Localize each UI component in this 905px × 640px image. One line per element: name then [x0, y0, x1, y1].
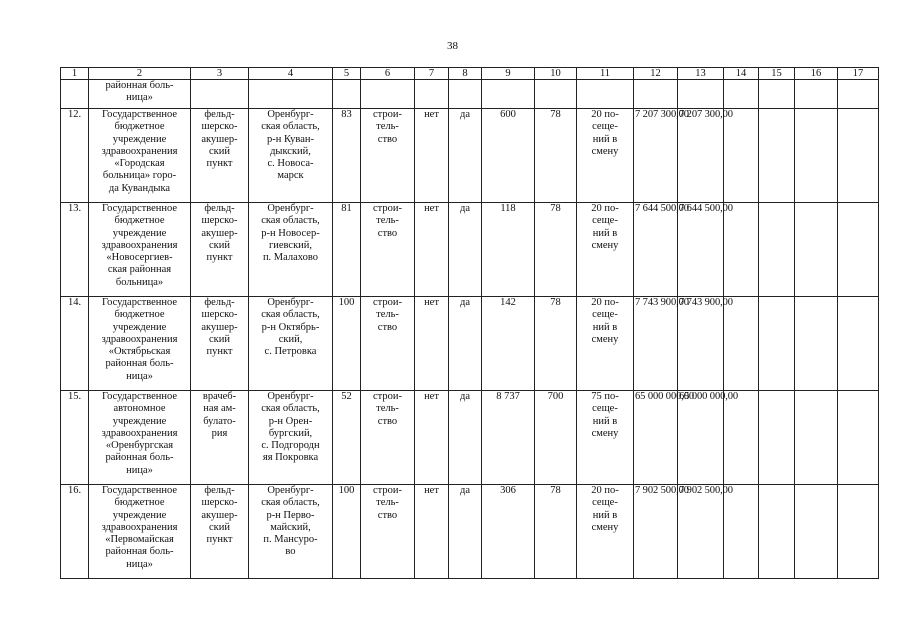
cell-line: Государственное [101, 203, 178, 214]
cell-col-11 [577, 203, 634, 297]
cell-line: сеще- [592, 309, 618, 321]
cell-line: 20 по- [591, 297, 619, 308]
cell-line: учреждение [112, 133, 167, 145]
row-number: 15. [61, 391, 89, 485]
cell-line: ская область, [261, 497, 320, 509]
cell-line: Государственное [101, 109, 178, 120]
cell-line: да Кувандыка [108, 182, 171, 194]
cell-line: здравоохранения [101, 145, 178, 157]
organization-cell [89, 297, 191, 391]
cell-col-16 [795, 203, 838, 297]
table-row [61, 203, 879, 297]
cell-col-14 [724, 297, 759, 391]
cell-line: ский, [278, 333, 303, 345]
cell-col-17 [838, 109, 879, 203]
cell-col-15 [759, 297, 795, 391]
cell-line: строи- [373, 203, 402, 214]
cell-line: р-н Куван- [266, 133, 315, 145]
cell-line: врачеб- [202, 391, 237, 402]
cell-line: ство [377, 227, 398, 239]
cell-line: майский, [270, 521, 311, 533]
cell-col-7: нет [415, 203, 449, 297]
cell-line: фельд- [204, 109, 235, 120]
cell-line: булато- [203, 415, 236, 427]
header-cell-6: 6 [361, 68, 415, 80]
header-cell-11: 11 [577, 68, 634, 80]
cell-col-5: 52 [333, 391, 361, 485]
cell-line: акушер- [201, 133, 238, 145]
cell-line: районная боль- [105, 546, 174, 558]
cell-line: ная ам- [203, 403, 236, 415]
cell-col-17 [838, 485, 879, 579]
cell-line: ская область, [261, 121, 320, 133]
cell-col-6 [361, 109, 415, 203]
organization-cell [89, 391, 191, 485]
cell-line: здравоохранения [101, 521, 178, 533]
facility-type-cell [191, 391, 249, 485]
cell-col-12: 7 644 500,00 [634, 203, 678, 297]
cell-line: ница» [126, 370, 153, 382]
cell-line: Оренбург- [267, 109, 314, 120]
cell-col-14 [724, 203, 759, 297]
cell-line: 20 по- [591, 109, 619, 120]
cell-col-16 [795, 297, 838, 391]
cell-col-6 [361, 297, 415, 391]
cell-col-9: 118 [482, 203, 535, 297]
facility-type-cell [191, 203, 249, 297]
cell-line: с. Новоса- [267, 158, 314, 170]
address-cell [249, 297, 333, 391]
cell-col-11 [577, 391, 634, 485]
cell-line: пункт [206, 158, 233, 170]
address-cell [249, 109, 333, 203]
header-cell-7: 7 [415, 68, 449, 80]
cell-line: шерско- [201, 497, 238, 509]
cell-col-13: 65 000 000,00 [678, 391, 724, 485]
cell-line: шерско- [201, 309, 238, 321]
cell-line: р-н Новосер- [261, 227, 320, 239]
cell-line: «Новосергиев- [106, 252, 173, 264]
cell-col-9: 306 [482, 485, 535, 579]
cell-line: тель- [376, 121, 399, 133]
cell-line: п. Малахово [262, 252, 319, 264]
cell-line: ница» [126, 464, 153, 476]
cell-col-10: 700 [535, 391, 577, 485]
cell-line: смену [591, 145, 619, 157]
cell-col-9: 142 [482, 297, 535, 391]
cell-line: акушер- [201, 227, 238, 239]
cell-line: 20 по- [591, 485, 619, 496]
cell-col-8: да [449, 485, 482, 579]
header-cell-12: 12 [634, 68, 678, 80]
cell-col-12 [634, 80, 678, 109]
cell-line: тель- [376, 215, 399, 227]
cell-col-15 [759, 203, 795, 297]
cell-col-8: да [449, 391, 482, 485]
cell-line: учреждение [112, 321, 167, 333]
cell-line: пункт [206, 252, 233, 264]
cell-line: учреждение [112, 509, 167, 521]
cell-line: бюджетное [114, 215, 165, 227]
cell-line: здравоохранения [101, 333, 178, 345]
cell-col-6 [361, 391, 415, 485]
cell-col-15 [759, 109, 795, 203]
cell-line: тель- [376, 309, 399, 321]
cell-col-10: 78 [535, 203, 577, 297]
cell-line: Государственное [101, 391, 178, 402]
address-cell [249, 391, 333, 485]
cell-line: дыкский, [270, 145, 311, 157]
cell-line: фельд- [204, 485, 235, 496]
continuation-row [61, 80, 879, 109]
cell-line: ница» [126, 558, 153, 570]
header-cell-3: 3 [191, 68, 249, 80]
cell-col-7: нет [415, 485, 449, 579]
cell-line: яя Покровка [262, 452, 319, 464]
cell-col-14 [724, 485, 759, 579]
cell-line: учреждение [112, 227, 167, 239]
cell-col-12: 65 000 000,00 [634, 391, 678, 485]
cell-line: 20 по- [591, 203, 619, 214]
cell-line: ская область, [261, 215, 320, 227]
cell-line: ский [209, 239, 230, 251]
cell-line: строи- [373, 297, 402, 308]
cell-line: ский [209, 145, 230, 157]
cell-col-6 [361, 80, 415, 109]
data-table [60, 67, 879, 579]
cell-col-14 [724, 391, 759, 485]
cell-col-14 [724, 109, 759, 203]
cell-line: бюджетное [114, 121, 165, 133]
cell-line: р-н Перво- [266, 509, 315, 521]
cell-col-9: 600 [482, 109, 535, 203]
cell-col-16 [795, 109, 838, 203]
cell-line: тель- [376, 497, 399, 509]
cell-line: ний в [592, 415, 618, 427]
cell-line: больница» [115, 276, 164, 288]
cell-line: во [285, 546, 296, 558]
cell-col-14 [724, 80, 759, 109]
cell-line: смену [591, 333, 619, 345]
cell-line: автономное [113, 403, 166, 415]
header-cell-13: 13 [678, 68, 724, 80]
cell-line: ний в [592, 321, 618, 333]
cell-line: Оренбург- [267, 297, 314, 308]
cell-col-11 [577, 109, 634, 203]
cell-line: ство [377, 509, 398, 521]
cell-col-12: 7 207 300,00 [634, 109, 678, 203]
facility-type-cell [191, 297, 249, 391]
header-cell-10: 10 [535, 68, 577, 80]
cell-line: ство [377, 321, 398, 333]
cell-line: ство [377, 415, 398, 427]
cell-line: пункт [206, 346, 233, 358]
cell-col-16 [795, 80, 838, 109]
cell-line: Оренбург- [267, 485, 314, 496]
facility-type-cell [191, 485, 249, 579]
cell-col-17 [838, 391, 879, 485]
organization-cell [89, 485, 191, 579]
cell-line: районная боль- [105, 452, 174, 464]
cell-line: сеще- [592, 403, 618, 415]
cell-line: ский [209, 333, 230, 345]
cell-line: «Октябрьская [108, 346, 171, 358]
cell-col-9: 8 737 [482, 391, 535, 485]
cell-col-16 [795, 485, 838, 579]
cell-col-8: да [449, 297, 482, 391]
cell-line: с. Подгородн [261, 440, 320, 452]
cell-line: Оренбург- [267, 203, 314, 214]
header-cell-4: 4 [249, 68, 333, 80]
cell-col-11 [577, 485, 634, 579]
cell-col-13: 7 644 500,00 [678, 203, 724, 297]
cell-line: п. Мансуро- [263, 534, 318, 546]
cell-line: ница» [126, 92, 153, 104]
cell-line: фельд- [204, 203, 235, 214]
row-number: 13. [61, 203, 89, 297]
cell-col-16 [795, 391, 838, 485]
cell-col-5: 100 [333, 485, 361, 579]
cell-line: 75 по- [591, 391, 619, 402]
cell-line: здравоохранения [101, 427, 178, 439]
cell-line: ская область, [261, 403, 320, 415]
cell-col-7: нет [415, 391, 449, 485]
cell-col-2 [89, 80, 191, 109]
cell-col-6 [361, 203, 415, 297]
page-number: 38 [447, 40, 458, 52]
cell-line: строи- [373, 391, 402, 402]
cell-line: гиевский, [268, 239, 313, 251]
cell-line: марск [277, 170, 304, 182]
cell-line: Государственное [101, 485, 178, 496]
cell-col-4 [249, 80, 333, 109]
cell-line: р-н Орен- [268, 415, 313, 427]
cell-line: «Первомайская [105, 534, 174, 546]
cell-line: строи- [373, 485, 402, 496]
cell-col-8 [449, 80, 482, 109]
cell-col-13 [678, 80, 724, 109]
cell-line: ство [377, 133, 398, 145]
cell-col-8: да [449, 109, 482, 203]
cell-col-1 [61, 80, 89, 109]
cell-col-8: да [449, 203, 482, 297]
cell-line: шерско- [201, 215, 238, 227]
cell-col-6 [361, 485, 415, 579]
cell-col-15 [759, 80, 795, 109]
row-number: 16. [61, 485, 89, 579]
cell-col-7 [415, 80, 449, 109]
cell-line: бюджетное [114, 497, 165, 509]
header-cell-8: 8 [449, 68, 482, 80]
cell-line: шерско- [201, 121, 238, 133]
cell-line: районная боль- [105, 80, 174, 91]
cell-line: акушер- [201, 321, 238, 333]
cell-col-13: 7 743 900,00 [678, 297, 724, 391]
cell-col-5 [333, 80, 361, 109]
cell-line: здравоохранения [101, 239, 178, 251]
cell-col-7: нет [415, 297, 449, 391]
cell-line: акушер- [201, 509, 238, 521]
cell-col-10: 78 [535, 297, 577, 391]
organization-cell [89, 109, 191, 203]
cell-col-9 [482, 80, 535, 109]
cell-col-12: 7 743 900,00 [634, 297, 678, 391]
cell-col-3 [191, 80, 249, 109]
cell-line: ний в [592, 227, 618, 239]
table-row [61, 109, 879, 203]
address-cell [249, 203, 333, 297]
cell-line: с. Петровка [264, 346, 317, 358]
cell-col-15 [759, 391, 795, 485]
cell-line: бургский, [268, 427, 313, 439]
cell-line: строи- [373, 109, 402, 120]
cell-col-13: 7 207 300,00 [678, 109, 724, 203]
table-row [61, 485, 879, 579]
cell-line: сеще- [592, 497, 618, 509]
table-row [61, 297, 879, 391]
cell-col-5: 81 [333, 203, 361, 297]
cell-col-5: 83 [333, 109, 361, 203]
cell-col-10 [535, 80, 577, 109]
cell-col-11 [577, 297, 634, 391]
organization-cell [89, 203, 191, 297]
facility-type-cell [191, 109, 249, 203]
cell-line: ний в [592, 509, 618, 521]
table-row [61, 391, 879, 485]
cell-line: пункт [206, 534, 233, 546]
cell-line: тель- [376, 403, 399, 415]
header-cell-17: 17 [838, 68, 879, 80]
cell-col-7: нет [415, 109, 449, 203]
cell-line: «Оренбургская [105, 440, 174, 452]
cell-line: ский [209, 521, 230, 533]
cell-col-11 [577, 80, 634, 109]
cell-line: р-н Октябрь- [261, 321, 320, 333]
row-number: 12. [61, 109, 89, 203]
cell-line: Оренбург- [267, 391, 314, 402]
header-cell-1: 1 [61, 68, 89, 80]
cell-line: больница» горо- [102, 170, 177, 182]
cell-line: ская область, [261, 309, 320, 321]
cell-col-5: 100 [333, 297, 361, 391]
header-row [61, 68, 879, 80]
cell-line: рия [211, 427, 228, 439]
cell-line: учреждение [112, 415, 167, 427]
cell-line: ний в [592, 133, 618, 145]
address-cell [249, 485, 333, 579]
cell-line: смену [591, 427, 619, 439]
cell-col-17 [838, 80, 879, 109]
cell-col-12: 7 902 500,00 [634, 485, 678, 579]
cell-line: Государственное [101, 297, 178, 308]
cell-line: сеще- [592, 121, 618, 133]
cell-col-17 [838, 203, 879, 297]
header-cell-15: 15 [759, 68, 795, 80]
cell-col-10: 78 [535, 109, 577, 203]
header-cell-9: 9 [482, 68, 535, 80]
cell-col-17 [838, 297, 879, 391]
header-cell-14: 14 [724, 68, 759, 80]
cell-line: ская районная [107, 264, 172, 276]
cell-line: «Городская [114, 158, 165, 170]
cell-col-15 [759, 485, 795, 579]
cell-col-10: 78 [535, 485, 577, 579]
header-cell-2: 2 [89, 68, 191, 80]
header-cell-5: 5 [333, 68, 361, 80]
cell-line: районная боль- [105, 358, 174, 370]
cell-line: смену [591, 239, 619, 251]
cell-line: сеще- [592, 215, 618, 227]
cell-line: фельд- [204, 297, 235, 308]
row-number: 14. [61, 297, 89, 391]
cell-col-13: 7 902 500,00 [678, 485, 724, 579]
cell-line: смену [591, 521, 619, 533]
header-cell-16: 16 [795, 68, 838, 80]
cell-line: бюджетное [114, 309, 165, 321]
